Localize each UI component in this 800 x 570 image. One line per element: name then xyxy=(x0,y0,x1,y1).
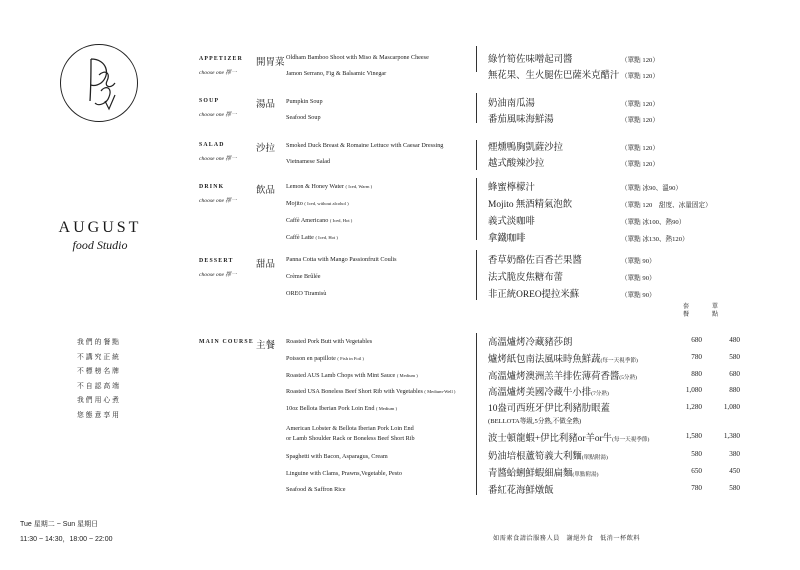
section-title-zh: 開胃菜 xyxy=(256,58,285,68)
choose-one-note: choose one 擇一 xyxy=(199,70,237,76)
section-title-zh: 甜品 xyxy=(256,260,276,270)
menu-item-option: ( Iced, Warm ) xyxy=(345,184,373,189)
menu-item-name: Roasted USA Boneless Beef Short Rib with Vegetables xyxy=(286,388,423,395)
menu-item-zh xyxy=(488,334,572,348)
menu-item-en: Crème Brûlée xyxy=(286,273,321,280)
menu-item-zh: 非正統OREO提拉米蘇 xyxy=(488,290,580,300)
menu-item-option: ( Iced, without alcohol ) xyxy=(304,201,349,206)
price-single: 450 xyxy=(729,467,740,475)
menu-item-en xyxy=(286,405,397,412)
menu-item-price: （單點 120） xyxy=(621,161,659,168)
menu-item-name: Lemon & Honey Water xyxy=(286,183,344,190)
menu-item-zh: 綠竹筍佐味噌起司醬 xyxy=(488,55,573,65)
menu-item-en: Spaghetti with Bacon, Asparagus, Cream xyxy=(286,453,388,460)
menu-item-name: 10oz Bellota Iberian Pork Loin End xyxy=(286,405,375,412)
price-set: 1,580 xyxy=(685,432,702,440)
signature-logo-icon xyxy=(61,45,137,121)
philosophy-line: 不講究正統 xyxy=(77,353,121,361)
price-single: 880 xyxy=(729,386,740,394)
menu-item-zh: 煙燻鴨胸凱薩沙拉 xyxy=(488,143,564,153)
menu-item-price: （單點 120） xyxy=(621,117,659,124)
menu-item-name: 高溫爐烤冷藏豬莎朗 xyxy=(488,338,573,348)
price-set: 1,080 xyxy=(685,386,702,394)
philosophy-line: 我們的餐點 xyxy=(77,339,121,346)
brand-block xyxy=(58,219,142,253)
section-divider xyxy=(476,178,477,240)
brand-tagline: food Studio xyxy=(72,238,128,252)
menu-item-en xyxy=(286,372,418,379)
menu-item-en xyxy=(286,355,364,362)
menu-item-name: Poisson en papillote xyxy=(286,355,336,362)
menu-item-en: Panna Cotta with Mango Passionfruit Coulis xyxy=(286,256,397,263)
price-single: 480 xyxy=(729,336,740,344)
menu-item-zh xyxy=(488,351,638,365)
price-set: 650 xyxy=(691,467,702,475)
menu-item-zh-note: (5分熟) xyxy=(619,375,637,381)
price-set: 680 xyxy=(691,336,702,344)
menu-item-zh: 蜂蜜檸檬汁 xyxy=(488,183,535,193)
menu-item-en xyxy=(286,234,338,241)
section-title-zh: 沙拉 xyxy=(256,144,276,154)
section-title-zh: 主餐 xyxy=(256,341,276,351)
menu-item-name: 青醬蛤蜊鮮蝦細扁麵 xyxy=(488,469,573,479)
menu-item-zh-note: (每一天視季節) xyxy=(600,358,638,364)
choose-one-note: choose one 擇一 xyxy=(199,198,237,204)
menu-item-price: （單點 90） xyxy=(621,292,656,299)
menu-item-zh: 拿鐵咖啡 xyxy=(488,234,526,244)
section-title-en: MAIN COURSE xyxy=(199,339,254,345)
opening-hours xyxy=(20,517,113,547)
menu-item-zh-note: (7分熟) xyxy=(591,391,609,397)
section-title-en: SOUP xyxy=(199,98,220,104)
price-set: 1,280 xyxy=(685,403,702,411)
menu-item-option: ( Medium-Well ) xyxy=(424,389,456,394)
choose-one-note: choose one 擇一 xyxy=(199,112,237,118)
menu-item-price: （單點 120 甜度、冰量固定） xyxy=(621,202,712,209)
menu-item-en: Linguine with Clams, Prawns,Vegetable, Pesto xyxy=(286,470,402,477)
menu-item-name: 奶油培根蘆筍義大利麵 xyxy=(488,452,582,462)
menu-item-option: ( Fish in Foil ) xyxy=(337,356,364,361)
menu-item-zh: 奶油南瓜湯 xyxy=(488,99,535,109)
menu-item-price: （單點 120） xyxy=(621,57,659,64)
section-divider xyxy=(476,140,477,170)
menu-item-zh xyxy=(488,465,599,479)
menu-item-price: （單點 120） xyxy=(621,145,659,152)
menu-item-en: Pumpkin Soup xyxy=(286,98,323,105)
price-set: 880 xyxy=(691,370,702,378)
menu-item-zh xyxy=(488,400,610,425)
price-set: 780 xyxy=(691,353,702,361)
opening-times: 11:30 ~ 14:30，18:00 ~ 22:00 xyxy=(20,536,113,543)
menu-item-en: American Lobster & Bellota Iberian Pork Loin End xyxy=(286,425,414,432)
menu-item-price: （單點 冰90、溫90） xyxy=(621,185,682,192)
menu-item-name: 番紅花海鮮燉飯 xyxy=(488,486,554,496)
menu-item-zh xyxy=(488,448,608,462)
menu-item-zh: 無花果、生火腿佐巴薩米克醋汁 xyxy=(488,71,620,81)
price-single: 580 xyxy=(729,484,740,492)
menu-item-zh: 法式脆皮焦糖布蕾 xyxy=(488,273,564,283)
menu-item-zh: 香草奶酪佐百香芒果醬 xyxy=(488,256,582,266)
philosophy-list xyxy=(77,336,121,424)
price-single: 580 xyxy=(729,353,740,361)
section-title-en: SALAD xyxy=(199,142,225,148)
menu-item-zh-note: (單點附湯) xyxy=(581,455,608,461)
menu-item-zh: 番茄風味海鮮湯 xyxy=(488,115,554,125)
philosophy-line: 不自認高端 xyxy=(77,382,121,390)
menu-item-zh xyxy=(488,368,637,382)
menu-item-name: 高溫爐烤美國冷藏牛小排 xyxy=(488,388,592,398)
choose-one-note: choose one 擇一 xyxy=(199,156,237,162)
menu-item-price: （單點 120） xyxy=(621,73,659,80)
price-set: 780 xyxy=(691,484,702,492)
menu-item-zh-note: (單點附湯) xyxy=(572,472,599,478)
menu-item-en: Smoked Duck Breast & Romaine Lettuce with Caesar Dressing xyxy=(286,142,444,149)
menu-item-name: Caffè Latte xyxy=(286,234,314,241)
menu-item-zh-note: (BELLOTA等級,5分熟,不做全熟) xyxy=(488,418,582,425)
menu-item-name: 高溫爐烤澳洲羔羊排佐薄荷香醬 xyxy=(488,372,620,382)
section-divider xyxy=(476,93,477,123)
menu-item-en xyxy=(286,200,349,207)
section-title-en: APPETIZER xyxy=(199,56,243,62)
price-single: 1,380 xyxy=(723,432,740,440)
section-divider xyxy=(476,250,477,300)
menu-item-zh: 義式淡咖啡 xyxy=(488,217,535,227)
menu-item-option: ( Medium ) xyxy=(396,373,418,378)
menu-item-price: （單點 90） xyxy=(621,258,656,265)
column-header-single: 單點 xyxy=(711,304,718,318)
price-single: 1,080 xyxy=(723,403,740,411)
menu-item-en: Oldham Bamboo Shoot with Miso & Mascarpone Cheese xyxy=(286,54,429,61)
menu-item-zh: Mojito 無酒精氣泡飲 xyxy=(488,200,573,210)
menu-item-option: ( Iced, Hot ) xyxy=(315,235,338,240)
menu-item-en: Roasted Pork Butt with Vegetables xyxy=(286,338,373,345)
section-divider xyxy=(476,333,477,495)
menu-item-price: （單點 冰100、熱90） xyxy=(621,219,686,226)
section-title-zh: 飲品 xyxy=(256,186,276,196)
menu-item-zh-note: (每一天視季節) xyxy=(612,437,650,443)
price-single: 380 xyxy=(729,450,740,458)
section-title-zh: 湯品 xyxy=(256,100,276,110)
menu-item-name: 波士頓龍蝦+伊比利豬or羊or牛 xyxy=(488,434,613,444)
menu-item-price: （單點 120） xyxy=(621,101,659,108)
menu-item-name: Mojito xyxy=(286,200,303,207)
column-header-set: 套餐 xyxy=(682,304,689,318)
price-single: 680 xyxy=(729,370,740,378)
menu-item-name: Caffè Americano xyxy=(286,217,329,224)
menu-item-name: 爐烤紙包南法風味時魚鮮蔬 xyxy=(488,355,601,365)
brand-name: AUGUST xyxy=(58,219,142,236)
philosophy-line: 不標榜名牌 xyxy=(77,368,121,376)
menu-item-option: ( Medium ) xyxy=(376,406,397,411)
choose-one-note: choose one 擇一 xyxy=(199,272,237,278)
menu-item-zh xyxy=(488,430,649,444)
menu-item-en: Vietnamese Salad xyxy=(286,158,331,165)
menu-item-en xyxy=(286,217,352,224)
menu-item-en xyxy=(286,388,455,395)
philosophy-line: 我們用心煮 xyxy=(77,397,121,405)
menu-item-en: Seafood & Saffron Rice xyxy=(286,486,346,493)
menu-item-en-line2: or Lamb Shoulder Rack or Boneless Beef Short Rib xyxy=(286,435,415,442)
section-divider xyxy=(476,46,477,72)
menu-item-price: （單點 90） xyxy=(621,275,656,282)
menu-item-price: （單點 冰130、熱120） xyxy=(621,236,689,243)
opening-days: Tue 星期二 ~ Sun 星期日 xyxy=(20,521,99,528)
menu-item-zh xyxy=(488,482,554,496)
menu-item-zh: 越式酸辣沙拉 xyxy=(488,159,545,169)
menu-item-en xyxy=(286,183,372,190)
section-title-en: DRINK xyxy=(199,184,225,190)
menu-item-name: Roasted AUS Lamb Chops with Mint Sauce xyxy=(286,372,396,379)
menu-item-en: Seafood Soup xyxy=(286,114,321,121)
logo xyxy=(60,44,138,122)
menu-item-en: OREO Tiramisù xyxy=(286,290,327,297)
price-set: 580 xyxy=(691,450,702,458)
section-title-en: DESSERT xyxy=(199,258,234,264)
menu-item-name: 10盎司西班牙伊比利豬肋眼蓋 xyxy=(488,404,610,414)
philosophy-line: 您態意享用 xyxy=(77,411,121,419)
menu-item-option: ( Iced, Hot ) xyxy=(329,218,353,223)
footer-note: 如需素食請洽服務人員 謝絕外食 低消一杯飲料 xyxy=(493,535,641,542)
menu-item-zh xyxy=(488,384,609,398)
menu-item-en: Jamon Serrano, Fig & Balsamic Vinegar xyxy=(286,70,387,77)
